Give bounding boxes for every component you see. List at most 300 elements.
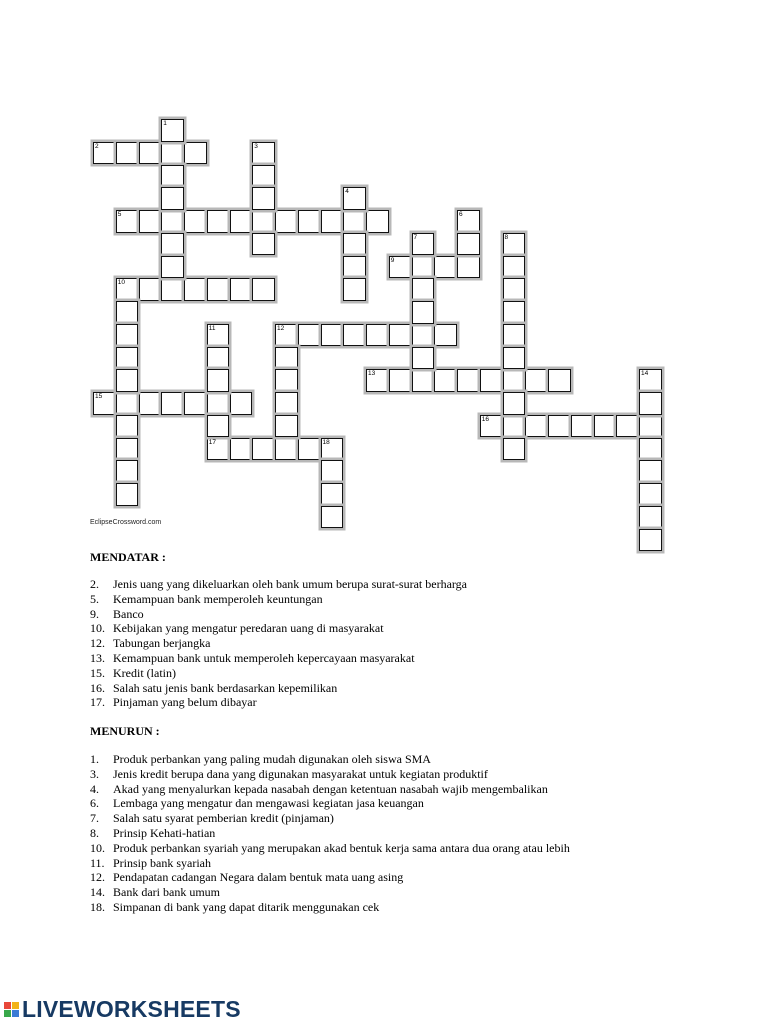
crossword-cell[interactable] bbox=[412, 256, 435, 279]
crossword-letter-input[interactable] bbox=[617, 416, 638, 437]
crossword-letter-input[interactable] bbox=[413, 279, 434, 300]
logo-square bbox=[4, 1010, 11, 1017]
crossword-credit: EclipseCrossword.com bbox=[90, 519, 162, 526]
crossword-letter-input[interactable] bbox=[117, 461, 138, 482]
clue-number-label: 13 bbox=[368, 370, 376, 378]
crossword-cell[interactable] bbox=[639, 483, 662, 506]
clue-number: 13. bbox=[90, 650, 105, 665]
crossword-letter-input[interactable] bbox=[322, 439, 343, 460]
crossword-cell[interactable] bbox=[503, 233, 526, 256]
clue-item bbox=[90, 592, 467, 607]
clue-item bbox=[90, 577, 467, 592]
crossword-letter-input[interactable] bbox=[208, 370, 229, 391]
crossword-cell[interactable] bbox=[343, 278, 366, 301]
crossword-letter-input[interactable] bbox=[390, 325, 411, 346]
crossword-cell[interactable] bbox=[457, 369, 480, 392]
crossword-letter-input[interactable] bbox=[185, 279, 206, 300]
liveworksheets-logo-icon bbox=[4, 1002, 19, 1017]
crossword-cell[interactable] bbox=[412, 347, 435, 370]
clue-item bbox=[90, 636, 467, 651]
crossword-letter-input[interactable] bbox=[504, 279, 525, 300]
crossword-letter-input[interactable] bbox=[413, 234, 434, 255]
crossword-cell[interactable] bbox=[275, 415, 298, 438]
crossword-letter-input[interactable] bbox=[162, 120, 183, 141]
crossword-letter-input[interactable] bbox=[231, 393, 252, 414]
crossword-letter-input[interactable] bbox=[253, 166, 274, 187]
clue-text: Banco bbox=[113, 606, 144, 621]
crossword-cell[interactable] bbox=[161, 233, 184, 256]
crossword-letter-input[interactable] bbox=[640, 393, 661, 414]
crossword-letter-input[interactable] bbox=[253, 211, 274, 232]
crossword-cell[interactable] bbox=[139, 210, 162, 233]
crossword-cell[interactable] bbox=[525, 415, 548, 438]
crossword-letter-input[interactable] bbox=[208, 416, 229, 437]
crossword-cell[interactable] bbox=[343, 324, 366, 347]
crossword-letter-input[interactable] bbox=[117, 439, 138, 460]
crossword-letter-input[interactable] bbox=[185, 143, 206, 164]
clue-number: 4. bbox=[90, 781, 99, 796]
crossword-cell[interactable] bbox=[252, 142, 275, 165]
crossword-cell[interactable] bbox=[161, 278, 184, 301]
clue-text: Kemampuan bank memperoleh keuntungan bbox=[113, 591, 323, 606]
crossword-letter-input[interactable] bbox=[504, 325, 525, 346]
crossword-cell[interactable] bbox=[389, 369, 412, 392]
crossword-cell[interactable] bbox=[389, 256, 412, 279]
crossword-letter-input[interactable] bbox=[526, 416, 547, 437]
crossword-cell[interactable] bbox=[184, 278, 207, 301]
crossword-cell[interactable] bbox=[321, 460, 344, 483]
crossword-letter-input[interactable] bbox=[367, 211, 388, 232]
crossword-cell[interactable] bbox=[321, 324, 344, 347]
crossword-letter-input[interactable] bbox=[117, 348, 138, 369]
crossword-letter-input[interactable] bbox=[572, 416, 593, 437]
crossword-letter-input[interactable] bbox=[504, 234, 525, 255]
crossword-letter-input[interactable] bbox=[117, 393, 138, 414]
crossword-letter-input[interactable] bbox=[344, 279, 365, 300]
crossword-letter-input[interactable] bbox=[413, 325, 434, 346]
crossword-cell[interactable] bbox=[548, 415, 571, 438]
crossword-letter-input[interactable] bbox=[435, 325, 456, 346]
crossword-cell[interactable] bbox=[366, 324, 389, 347]
crossword-letter-input[interactable] bbox=[162, 143, 183, 164]
crossword-letter-input[interactable] bbox=[481, 370, 502, 391]
clue-number: 10. bbox=[90, 621, 105, 636]
crossword-cell[interactable] bbox=[184, 142, 207, 165]
crossword-letter-input[interactable] bbox=[162, 211, 183, 232]
crossword-cell[interactable] bbox=[230, 438, 253, 461]
clue-number-label: 10 bbox=[117, 279, 125, 287]
crossword-cell[interactable] bbox=[366, 210, 389, 233]
clue-number: 5. bbox=[90, 591, 99, 606]
crossword-letter-input[interactable] bbox=[185, 211, 206, 232]
crossword-cell[interactable] bbox=[116, 369, 139, 392]
crossword-letter-input[interactable] bbox=[231, 279, 252, 300]
crossword-letter-input[interactable] bbox=[640, 416, 661, 437]
clue-text: Salah satu syarat pemberian kredit (pinjaman) bbox=[113, 811, 334, 826]
crossword-cell[interactable] bbox=[298, 210, 321, 233]
clue-text: Bank dari bank umum bbox=[113, 885, 220, 900]
crossword-cell[interactable] bbox=[639, 415, 662, 438]
crossword-cell[interactable] bbox=[230, 392, 253, 415]
clue-item bbox=[90, 885, 570, 900]
crossword-cell[interactable] bbox=[161, 256, 184, 279]
crossword-letter-input[interactable] bbox=[504, 439, 525, 460]
crossword-letter-input[interactable] bbox=[595, 416, 616, 437]
crossword-cell[interactable] bbox=[412, 324, 435, 347]
crossword-letter-input[interactable] bbox=[117, 143, 138, 164]
clue-number: 1. bbox=[90, 752, 99, 766]
crossword-letter-input[interactable] bbox=[162, 234, 183, 255]
crossword-letter-input[interactable] bbox=[253, 188, 274, 209]
crossword-cell[interactable] bbox=[639, 392, 662, 415]
crossword-letter-input[interactable] bbox=[413, 302, 434, 323]
crossword-cell[interactable] bbox=[207, 438, 230, 461]
crossword-cell[interactable] bbox=[275, 392, 298, 415]
crossword-cell[interactable] bbox=[207, 415, 230, 438]
crossword-cell[interactable] bbox=[548, 369, 571, 392]
crossword-letter-input[interactable] bbox=[504, 302, 525, 323]
crossword-letter-input[interactable] bbox=[322, 461, 343, 482]
crossword-letter-input[interactable] bbox=[276, 416, 297, 437]
clue-text: Jenis uang yang dikeluarkan oleh bank umum berupa surat-surat berharga bbox=[113, 577, 467, 591]
crossword-letter-input[interactable] bbox=[322, 507, 343, 528]
clue-number-label: 5 bbox=[117, 211, 122, 218]
crossword-cell[interactable] bbox=[298, 438, 321, 461]
crossword-letter-input[interactable] bbox=[276, 393, 297, 414]
crossword-cell[interactable] bbox=[230, 278, 253, 301]
crossword-cell[interactable] bbox=[639, 506, 662, 529]
crossword-cell[interactable] bbox=[412, 278, 435, 301]
mendatar-clue-list bbox=[90, 577, 467, 710]
crossword-letter-input[interactable] bbox=[640, 439, 661, 460]
crossword-cell[interactable] bbox=[184, 392, 207, 415]
crossword-letter-input[interactable] bbox=[640, 507, 661, 528]
crossword-letter-input[interactable] bbox=[390, 370, 411, 391]
crossword-letter-input[interactable] bbox=[458, 211, 479, 232]
crossword-cell[interactable] bbox=[252, 210, 275, 233]
crossword-cell[interactable] bbox=[275, 324, 298, 347]
crossword-letter-input[interactable] bbox=[322, 325, 343, 346]
crossword-letter-input[interactable] bbox=[231, 211, 252, 232]
crossword-letter-input[interactable] bbox=[344, 234, 365, 255]
clue-number-label: 1 bbox=[163, 120, 167, 127]
crossword-letter-input[interactable] bbox=[322, 484, 343, 505]
crossword-letter-input[interactable] bbox=[344, 188, 365, 209]
crossword-letter-input[interactable] bbox=[344, 211, 365, 232]
clue-item bbox=[90, 666, 467, 681]
clue-text: Produk perbankan yang paling mudah digunakan oleh siswa SMA bbox=[113, 752, 431, 766]
crossword-cell[interactable] bbox=[412, 369, 435, 392]
crossword-letter-input[interactable] bbox=[185, 393, 206, 414]
crossword-letter-input[interactable] bbox=[390, 257, 411, 278]
clue-number: 11. bbox=[90, 855, 105, 870]
crossword-cell[interactable] bbox=[252, 187, 275, 210]
crossword-letter-input[interactable] bbox=[253, 279, 274, 300]
clue-item bbox=[90, 900, 570, 915]
crossword-cell[interactable] bbox=[207, 210, 230, 233]
crossword-cell[interactable] bbox=[116, 483, 139, 506]
crossword-letter-input[interactable] bbox=[208, 325, 229, 346]
crossword-letter-input[interactable] bbox=[299, 325, 320, 346]
crossword-cell[interactable] bbox=[252, 438, 275, 461]
crossword-cell[interactable] bbox=[639, 369, 662, 392]
crossword-cell[interactable] bbox=[116, 460, 139, 483]
clue-number: 16. bbox=[90, 680, 105, 695]
crossword-letter-input[interactable] bbox=[640, 461, 661, 482]
clue-item bbox=[90, 767, 570, 782]
crossword-cell[interactable] bbox=[207, 347, 230, 370]
crossword-letter-input[interactable] bbox=[117, 416, 138, 437]
crossword-cell[interactable] bbox=[457, 233, 480, 256]
menurun-clue-list bbox=[90, 752, 570, 915]
crossword-letter-input[interactable] bbox=[413, 370, 434, 391]
crossword-letter-input[interactable] bbox=[276, 325, 297, 346]
crossword-cell[interactable] bbox=[116, 347, 139, 370]
crossword-cell[interactable] bbox=[161, 165, 184, 188]
crossword-letter-input[interactable] bbox=[140, 393, 161, 414]
liveworksheets-logo-text: LIVEWORKSHEETS bbox=[22, 996, 241, 1022]
clue-text: Akad yang menyalurkan kepada nasabah dengan ketentuan nasabah wajib mengembalikan bbox=[113, 781, 548, 796]
crossword-cell[interactable] bbox=[525, 369, 548, 392]
crossword-letter-input[interactable] bbox=[162, 166, 183, 187]
crossword-cell[interactable] bbox=[161, 210, 184, 233]
crossword-letter-input[interactable] bbox=[640, 370, 661, 391]
clue-number-label: 15 bbox=[95, 393, 103, 400]
crossword-letter-input[interactable] bbox=[208, 348, 229, 369]
crossword-cell[interactable] bbox=[116, 415, 139, 438]
crossword-letter-input[interactable] bbox=[640, 530, 661, 551]
crossword-cell[interactable] bbox=[116, 142, 139, 165]
crossword-cell[interactable] bbox=[252, 233, 275, 256]
crossword-cell[interactable] bbox=[275, 438, 298, 461]
crossword-letter-input[interactable] bbox=[208, 439, 229, 460]
crossword-cell[interactable] bbox=[616, 415, 639, 438]
clue-number: 9. bbox=[90, 606, 99, 621]
crossword-cell[interactable] bbox=[503, 369, 526, 392]
crossword-letter-input[interactable] bbox=[208, 393, 229, 414]
crossword-letter-input[interactable] bbox=[276, 211, 297, 232]
crossword-letter-input[interactable] bbox=[208, 279, 229, 300]
crossword-cell[interactable] bbox=[457, 210, 480, 233]
crossword-cell[interactable] bbox=[457, 256, 480, 279]
crossword-cell[interactable] bbox=[412, 301, 435, 324]
clue-number: 10. bbox=[90, 840, 105, 855]
crossword-letter-input[interactable] bbox=[549, 370, 570, 391]
crossword-letter-input[interactable] bbox=[458, 257, 479, 278]
crossword-letter-input[interactable] bbox=[504, 257, 525, 278]
crossword-cell[interactable] bbox=[412, 233, 435, 256]
clue-number-label: 11 bbox=[208, 324, 216, 332]
crossword-letter-input[interactable] bbox=[276, 370, 297, 391]
crossword-cell[interactable] bbox=[116, 301, 139, 324]
clue-number: 12. bbox=[90, 870, 105, 885]
crossword-letter-input[interactable] bbox=[367, 325, 388, 346]
clue-text: Pinjaman yang belum dibayar bbox=[113, 695, 257, 710]
crossword-letter-input[interactable] bbox=[458, 370, 479, 391]
crossword-cell[interactable] bbox=[139, 142, 162, 165]
crossword-cell[interactable] bbox=[139, 278, 162, 301]
crossword-cell[interactable] bbox=[594, 415, 617, 438]
crossword-cell[interactable] bbox=[343, 210, 366, 233]
logo-square bbox=[4, 1002, 11, 1009]
crossword-cell[interactable] bbox=[230, 210, 253, 233]
crossword-letter-input[interactable] bbox=[117, 484, 138, 505]
crossword-cell[interactable] bbox=[207, 392, 230, 415]
crossword-cell[interactable] bbox=[503, 415, 526, 438]
crossword-letter-input[interactable] bbox=[435, 257, 456, 278]
crossword-cell[interactable] bbox=[93, 392, 116, 415]
clue-number-label: 14 bbox=[641, 370, 649, 378]
crossword-cell[interactable] bbox=[161, 119, 184, 142]
crossword-cell[interactable] bbox=[480, 415, 503, 438]
crossword-letter-input[interactable] bbox=[299, 439, 320, 460]
crossword-cell[interactable] bbox=[434, 324, 457, 347]
crossword-cell[interactable] bbox=[93, 142, 116, 165]
clue-item bbox=[90, 870, 570, 885]
crossword-cell[interactable] bbox=[321, 483, 344, 506]
crossword-cell[interactable] bbox=[639, 438, 662, 461]
crossword-cell[interactable] bbox=[503, 347, 526, 370]
clue-text: Kemampuan bank untuk memperoleh kepercayaan masyarakat bbox=[113, 650, 415, 665]
crossword-letter-input[interactable] bbox=[253, 143, 274, 164]
crossword-cell[interactable] bbox=[116, 324, 139, 347]
crossword-cell[interactable] bbox=[366, 369, 389, 392]
crossword-cell[interactable] bbox=[434, 369, 457, 392]
crossword-cell[interactable] bbox=[503, 392, 526, 415]
crossword-letter-input[interactable] bbox=[162, 279, 183, 300]
clue-number: 15. bbox=[90, 665, 105, 680]
crossword-letter-input[interactable] bbox=[322, 211, 343, 232]
crossword-letter-input[interactable] bbox=[208, 211, 229, 232]
clue-text: Prinsip bank syariah bbox=[113, 855, 211, 870]
crossword-cell[interactable] bbox=[321, 210, 344, 233]
clue-text: Kredit (latin) bbox=[113, 665, 176, 680]
crossword-letter-input[interactable] bbox=[253, 234, 274, 255]
crossword-cell[interactable] bbox=[321, 506, 344, 529]
crossword-letter-input[interactable] bbox=[504, 416, 525, 437]
crossword-letter-input[interactable] bbox=[344, 257, 365, 278]
crossword-cell[interactable] bbox=[184, 210, 207, 233]
crossword-letter-input[interactable] bbox=[276, 439, 297, 460]
crossword-letter-input[interactable] bbox=[640, 484, 661, 505]
crossword-cell[interactable] bbox=[503, 256, 526, 279]
clue-text: Simpanan di bank yang dapat ditarik menggunakan cek bbox=[113, 899, 380, 914]
crossword-cell[interactable] bbox=[639, 460, 662, 483]
clue-text: Prinsip Kehati-hatian bbox=[113, 825, 216, 840]
crossword-cell[interactable] bbox=[161, 392, 184, 415]
clue-number-label: 3 bbox=[254, 142, 258, 150]
crossword-letter-input[interactable] bbox=[435, 370, 456, 391]
clue-number-label: 6 bbox=[459, 211, 463, 218]
crossword-cell[interactable] bbox=[139, 392, 162, 415]
crossword-letter-input[interactable] bbox=[140, 211, 161, 232]
crossword-letter-input[interactable] bbox=[299, 211, 320, 232]
crossword-cell[interactable] bbox=[275, 210, 298, 233]
clue-number: 6. bbox=[90, 796, 99, 811]
crossword-letter-input[interactable] bbox=[117, 370, 138, 391]
crossword-letter-input[interactable] bbox=[162, 393, 183, 414]
clue-number: 17. bbox=[90, 695, 105, 710]
crossword-letter-input[interactable] bbox=[231, 439, 252, 460]
crossword-letter-input[interactable] bbox=[140, 279, 161, 300]
crossword-letter-input[interactable] bbox=[344, 325, 365, 346]
crossword-cell[interactable] bbox=[343, 233, 366, 256]
crossword-cell[interactable] bbox=[503, 438, 526, 461]
crossword-letter-input[interactable] bbox=[504, 393, 525, 414]
crossword-cell[interactable] bbox=[275, 369, 298, 392]
crossword-cell[interactable] bbox=[116, 392, 139, 415]
crossword-letter-input[interactable] bbox=[526, 370, 547, 391]
crossword-letter-input[interactable] bbox=[117, 325, 138, 346]
crossword-cell[interactable] bbox=[116, 438, 139, 461]
crossword-cell[interactable] bbox=[252, 165, 275, 188]
crossword-cell[interactable] bbox=[207, 369, 230, 392]
crossword-letter-input[interactable] bbox=[504, 348, 525, 369]
logo-square bbox=[12, 1010, 19, 1017]
crossword-letter-input[interactable] bbox=[413, 348, 434, 369]
clue-text: Salah satu jenis bank berdasarkan kepemilikan bbox=[113, 680, 338, 695]
clue-item bbox=[90, 796, 570, 811]
crossword-cell[interactable] bbox=[639, 529, 662, 552]
crossword-letter-input[interactable] bbox=[458, 234, 479, 255]
clue-number: 3. bbox=[90, 766, 99, 781]
crossword-letter-input[interactable] bbox=[162, 257, 183, 278]
crossword-cell[interactable] bbox=[503, 301, 526, 324]
crossword-cell[interactable] bbox=[434, 256, 457, 279]
clue-number: 12. bbox=[90, 636, 105, 651]
crossword-cell[interactable] bbox=[298, 324, 321, 347]
crossword-letter-input[interactable] bbox=[549, 416, 570, 437]
crossword-letter-input[interactable] bbox=[504, 370, 525, 391]
crossword-cell[interactable] bbox=[161, 187, 184, 210]
crossword-letter-input[interactable] bbox=[94, 143, 115, 164]
crossword-cell[interactable] bbox=[343, 187, 366, 210]
crossword-cell[interactable] bbox=[116, 278, 139, 301]
crossword-letter-input[interactable] bbox=[253, 439, 274, 460]
crossword-letter-input[interactable] bbox=[117, 279, 138, 300]
clue-item bbox=[90, 782, 570, 797]
clue-item bbox=[90, 651, 467, 666]
crossword-cell[interactable] bbox=[503, 324, 526, 347]
crossword-letter-input[interactable] bbox=[162, 188, 183, 209]
crossword-cell[interactable] bbox=[343, 256, 366, 279]
crossword-letter-input[interactable] bbox=[367, 370, 388, 391]
crossword-cell[interactable] bbox=[207, 278, 230, 301]
clue-text: Jenis kredit berupa dana yang digunakan masyarakat untuk kegiatan produktif bbox=[113, 766, 488, 781]
clue-item bbox=[90, 856, 570, 871]
clue-number-label: 9 bbox=[390, 256, 395, 264]
crossword-cell[interactable] bbox=[252, 278, 275, 301]
crossword-cell[interactable] bbox=[207, 324, 230, 347]
crossword-cell[interactable] bbox=[321, 438, 344, 461]
crossword-letter-input[interactable] bbox=[140, 143, 161, 164]
crossword-cell[interactable] bbox=[389, 324, 412, 347]
crossword-cell[interactable] bbox=[503, 278, 526, 301]
crossword-cell[interactable] bbox=[275, 347, 298, 370]
crossword-letter-input[interactable] bbox=[481, 416, 502, 437]
crossword-letter-input[interactable] bbox=[413, 257, 434, 278]
crossword-letter-input[interactable] bbox=[276, 348, 297, 369]
crossword-letter-input[interactable] bbox=[94, 393, 115, 414]
crossword-letter-input[interactable] bbox=[117, 302, 138, 323]
crossword-cell[interactable] bbox=[161, 142, 184, 165]
crossword-letter-input[interactable] bbox=[117, 211, 138, 232]
crossword-cell[interactable] bbox=[480, 369, 503, 392]
crossword-cell[interactable] bbox=[116, 210, 139, 233]
clue-text: Pendapatan cadangan Negara dalam bentuk mata uang asing bbox=[113, 870, 404, 885]
crossword-cell[interactable] bbox=[571, 415, 594, 438]
clue-number: 14. bbox=[90, 885, 105, 900]
